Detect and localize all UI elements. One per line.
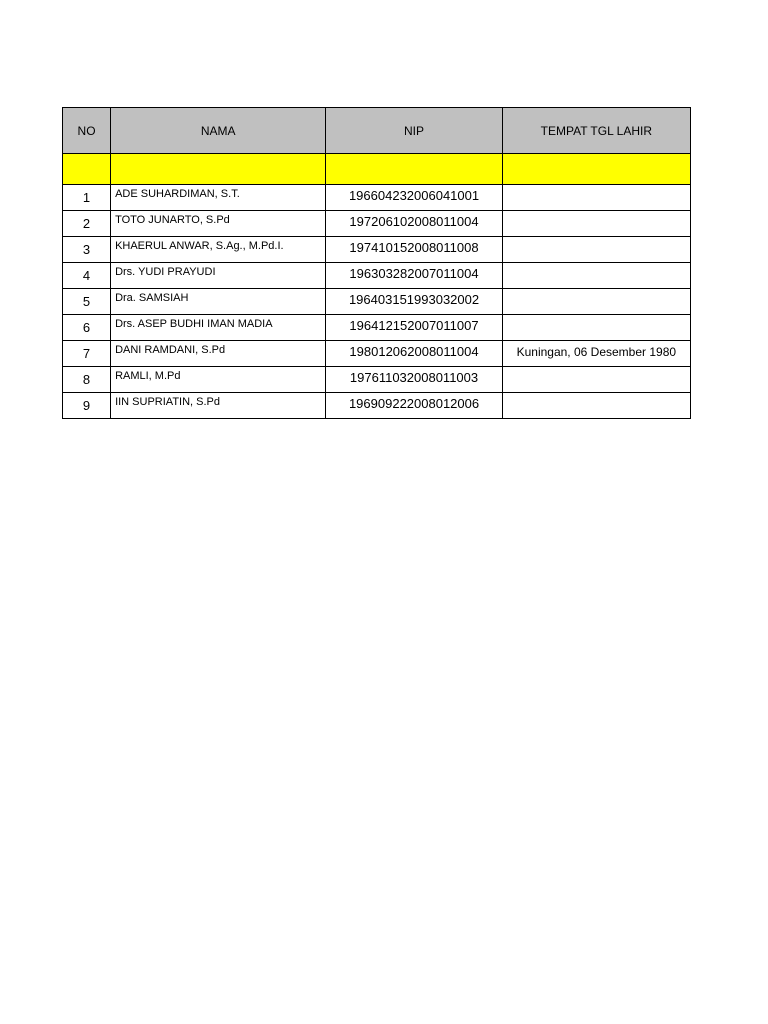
cell-no[interactable]: 3 xyxy=(63,237,111,263)
table-row xyxy=(63,263,691,289)
cell-nip[interactable]: 196909222008012006 xyxy=(326,393,502,419)
table-row xyxy=(63,393,691,419)
cell-nip[interactable]: 196403151993032002 xyxy=(326,289,502,315)
cell-tempat-tgl-lahir[interactable] xyxy=(502,367,690,393)
table-row xyxy=(63,315,691,341)
header-nip[interactable]: NIP xyxy=(326,108,502,154)
cell-tempat-tgl-lahir[interactable] xyxy=(502,263,690,289)
cell-no[interactable]: 7 xyxy=(63,341,111,367)
empty-cell[interactable] xyxy=(63,154,111,185)
cell-nama[interactable]: KHAERUL ANWAR, S.Ag., M.Pd.I. xyxy=(111,237,326,263)
cell-no[interactable]: 8 xyxy=(63,367,111,393)
header-nama[interactable]: NAMA xyxy=(111,108,326,154)
cell-no[interactable]: 4 xyxy=(63,263,111,289)
cell-no[interactable]: 2 xyxy=(63,211,111,237)
cell-nip[interactable]: 198012062008011004 xyxy=(326,341,502,367)
empty-cell[interactable] xyxy=(111,154,326,185)
cell-nama[interactable]: ADE SUHARDIMAN, S.T. xyxy=(111,185,326,211)
empty-cell[interactable] xyxy=(326,154,502,185)
header-row xyxy=(63,108,691,154)
cell-nip[interactable]: 197206102008011004 xyxy=(326,211,502,237)
cell-tempat-tgl-lahir[interactable]: Kuningan, 06 Desember 1980 xyxy=(502,341,690,367)
employee-table xyxy=(62,107,691,419)
cell-nip[interactable]: 196412152007011007 xyxy=(326,315,502,341)
cell-nama[interactable]: TOTO JUNARTO, S.Pd xyxy=(111,211,326,237)
table-row xyxy=(63,289,691,315)
cell-no[interactable]: 9 xyxy=(63,393,111,419)
table-body xyxy=(63,154,691,419)
cell-tempat-tgl-lahir[interactable] xyxy=(502,185,690,211)
table-row xyxy=(63,185,691,211)
table-header xyxy=(63,108,691,154)
cell-nama[interactable]: Dra. SAMSIAH xyxy=(111,289,326,315)
cell-nip[interactable]: 197410152008011008 xyxy=(326,237,502,263)
cell-tempat-tgl-lahir[interactable] xyxy=(502,289,690,315)
cell-nama[interactable]: RAMLI, M.Pd xyxy=(111,367,326,393)
table-row xyxy=(63,211,691,237)
cell-no[interactable]: 6 xyxy=(63,315,111,341)
cell-nama[interactable]: Drs. YUDI PRAYUDI xyxy=(111,263,326,289)
cell-no[interactable]: 5 xyxy=(63,289,111,315)
cell-tempat-tgl-lahir[interactable] xyxy=(502,211,690,237)
table-row xyxy=(63,341,691,367)
cell-tempat-tgl-lahir[interactable] xyxy=(502,393,690,419)
empty-cell[interactable] xyxy=(502,154,690,185)
cell-nama[interactable]: DANI RAMDANI, S.Pd xyxy=(111,341,326,367)
header-tempat-tgl-lahir[interactable]: TEMPAT TGL LAHIR xyxy=(502,108,690,154)
highlighted-empty-row xyxy=(63,154,691,185)
cell-nama[interactable]: Drs. ASEP BUDHI IMAN MADIA xyxy=(111,315,326,341)
cell-nip[interactable]: 197611032008011003 xyxy=(326,367,502,393)
table-row xyxy=(63,367,691,393)
cell-nip[interactable]: 196604232006041001 xyxy=(326,185,502,211)
cell-no[interactable]: 1 xyxy=(63,185,111,211)
cell-nama[interactable]: IIN SUPRIATIN, S.Pd xyxy=(111,393,326,419)
table-row xyxy=(63,237,691,263)
header-no[interactable]: NO xyxy=(63,108,111,154)
cell-nip[interactable]: 196303282007011004 xyxy=(326,263,502,289)
cell-tempat-tgl-lahir[interactable] xyxy=(502,315,690,341)
cell-tempat-tgl-lahir[interactable] xyxy=(502,237,690,263)
